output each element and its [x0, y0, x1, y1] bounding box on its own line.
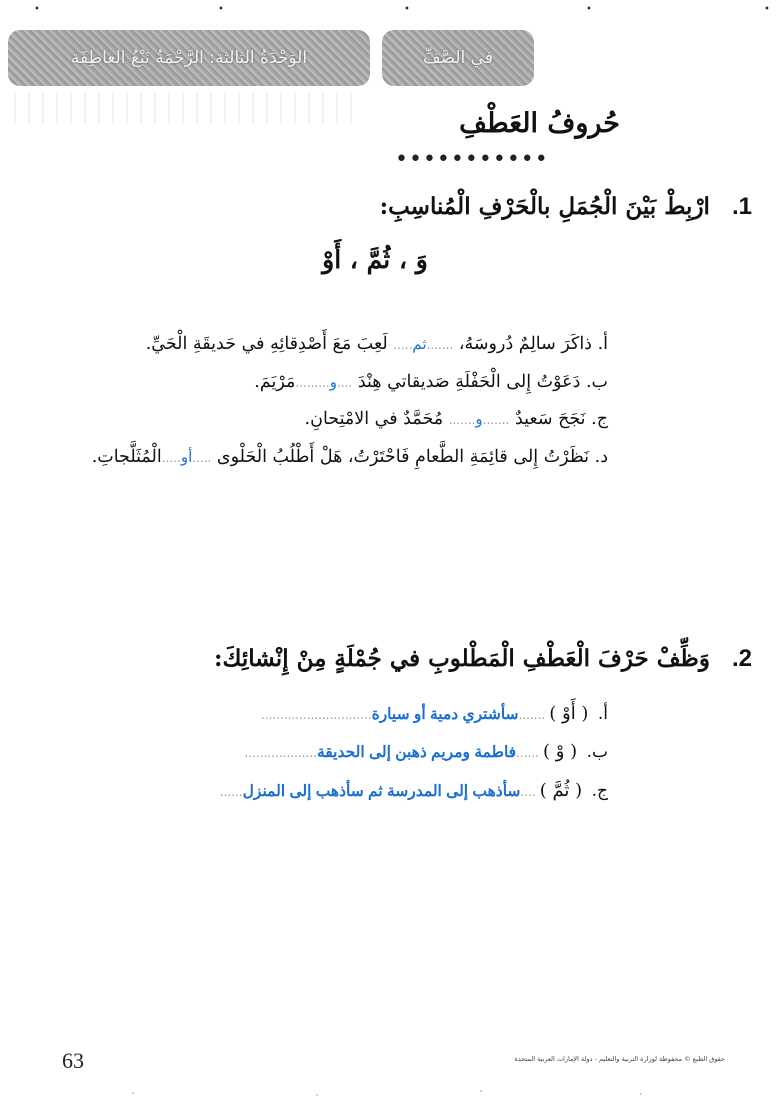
sentence-after: الْمُثَلَّجاتِ. — [91, 447, 162, 467]
scan-speck — [640, 1093, 642, 1095]
particle-paren: ( ثُمَّ ) — [539, 780, 583, 801]
sentence-after: لَعِبَ مَعَ أَصْدِقائِهِ في حَديقَةِ الْحَيِّ. — [145, 334, 388, 354]
item-letter: ب. — [586, 742, 608, 762]
class-tab: في الصَّفِّ — [382, 30, 534, 86]
blank-dots: .... — [520, 785, 536, 799]
item-particle: وْ — [555, 741, 565, 762]
item-answer: فاطمة ومريم ذهبن إلى الحديقة — [317, 744, 517, 761]
blank-dots: ....... — [448, 413, 476, 427]
sentence-answer: و — [475, 411, 483, 428]
item-particle: ثُمَّ — [552, 780, 570, 801]
blank-dots: .... — [336, 376, 353, 390]
item-particle: أَوْ — [562, 703, 576, 724]
sentence-letter: د. — [594, 447, 608, 467]
top-dots: • • • • • — [34, 4, 770, 15]
sentence-a — [20, 331, 608, 358]
sentence-c — [20, 406, 608, 433]
blank-dots: ............................. — [260, 708, 372, 722]
sentence-before: دَعَوْتُ إِلى الْحَفْلَةِ صَديقاتي هِنْدَ — [357, 372, 581, 392]
item-letter: أ. — [597, 704, 608, 724]
blank-dots: ..... — [393, 338, 413, 352]
blank-dots: ....... — [518, 708, 546, 722]
copyright-line: حقوق الطبع © محفوظة لوزارة التربية والتعليم - دولة الإمارات العربية المتحدة — [514, 1055, 725, 1063]
sentence-letter: أ. — [597, 334, 608, 354]
scan-speck — [480, 1090, 482, 1092]
sentence-before: نَجَحَ سَعيدٌ — [514, 409, 586, 429]
title-dots: ••••••••••• — [395, 147, 549, 172]
question-2-heading — [20, 645, 752, 673]
scan-speck — [316, 1094, 318, 1096]
answer-line-b — [80, 741, 608, 762]
sentence-d — [20, 444, 608, 471]
page-title: حُروفُ العَطْفِ — [459, 108, 620, 139]
sentence-answer: و — [329, 374, 337, 391]
sentence-after: مَرْيَمَ. — [254, 372, 296, 392]
question-1-heading — [20, 193, 752, 221]
item-answer: سأشتري دمية أو سيارة — [371, 706, 519, 723]
sentence-answer: ثم — [412, 336, 427, 353]
scan-speck — [132, 1092, 134, 1094]
blank-dots: ....... — [426, 338, 454, 352]
answer-line-a — [80, 703, 608, 724]
blank-dots: ................... — [244, 746, 317, 760]
sentence-answer: أو — [180, 449, 193, 466]
blank-dots: ...... — [219, 785, 243, 799]
answer-line-c — [80, 780, 608, 801]
blank-dots: ....... — [482, 413, 510, 427]
question-1-text: ارْبِطْ بَيْنَ الْجُمَلِ بالْحَرْفِ الْمُناسِبِ: — [379, 193, 710, 220]
unit-tab: الوَحْدَةُ الثالثة: الرَّحْمَةُ نَبْعُ العاطِفَة — [8, 30, 370, 86]
blank-dots: ..... — [161, 451, 181, 465]
sentence-before: ذاكَرَ سالِمٌ دُروسَهُ، — [458, 334, 592, 354]
sentence-before: نَظَرْتُ إِلى قائِمَةِ الطَّعامِ فَاحْتَرْتُ، هَلْ أَطْلُبُ الْحَلْوى — [216, 447, 590, 467]
sentence-b — [20, 369, 608, 396]
item-letter: ج. — [591, 781, 608, 801]
blank-dots: ..... — [192, 451, 212, 465]
question-1-number: 1. — [731, 193, 752, 220]
page-number: 63 — [62, 1048, 84, 1073]
header-tabs — [0, 30, 780, 90]
sentence-after: مُحَمَّدٌ في الامْتِحانِ. — [304, 409, 444, 429]
particle-paren: ( أَوْ ) — [549, 703, 589, 724]
blank-dots: ......... — [295, 376, 330, 390]
question-2-number: 2. — [731, 645, 752, 672]
sentence-letter: ج. — [591, 409, 608, 429]
item-answer: سأذهب إلى المدرسة ثم سأذهب إلى المنزل — [242, 783, 521, 800]
sentence-letter: ب. — [585, 372, 608, 392]
question-2-text: وَظِّفْ حَرْفَ الْعَطْفِ الْمَطْلوبِ في جُمْلَةٍ مِنْ إِنْشائِكَ: — [214, 645, 710, 672]
particle-paren: ( وْ ) — [542, 741, 578, 762]
blank-dots: ...... — [516, 746, 539, 760]
conjunction-options: وَ ، ثُمَّ ، أَوْ — [322, 245, 428, 274]
